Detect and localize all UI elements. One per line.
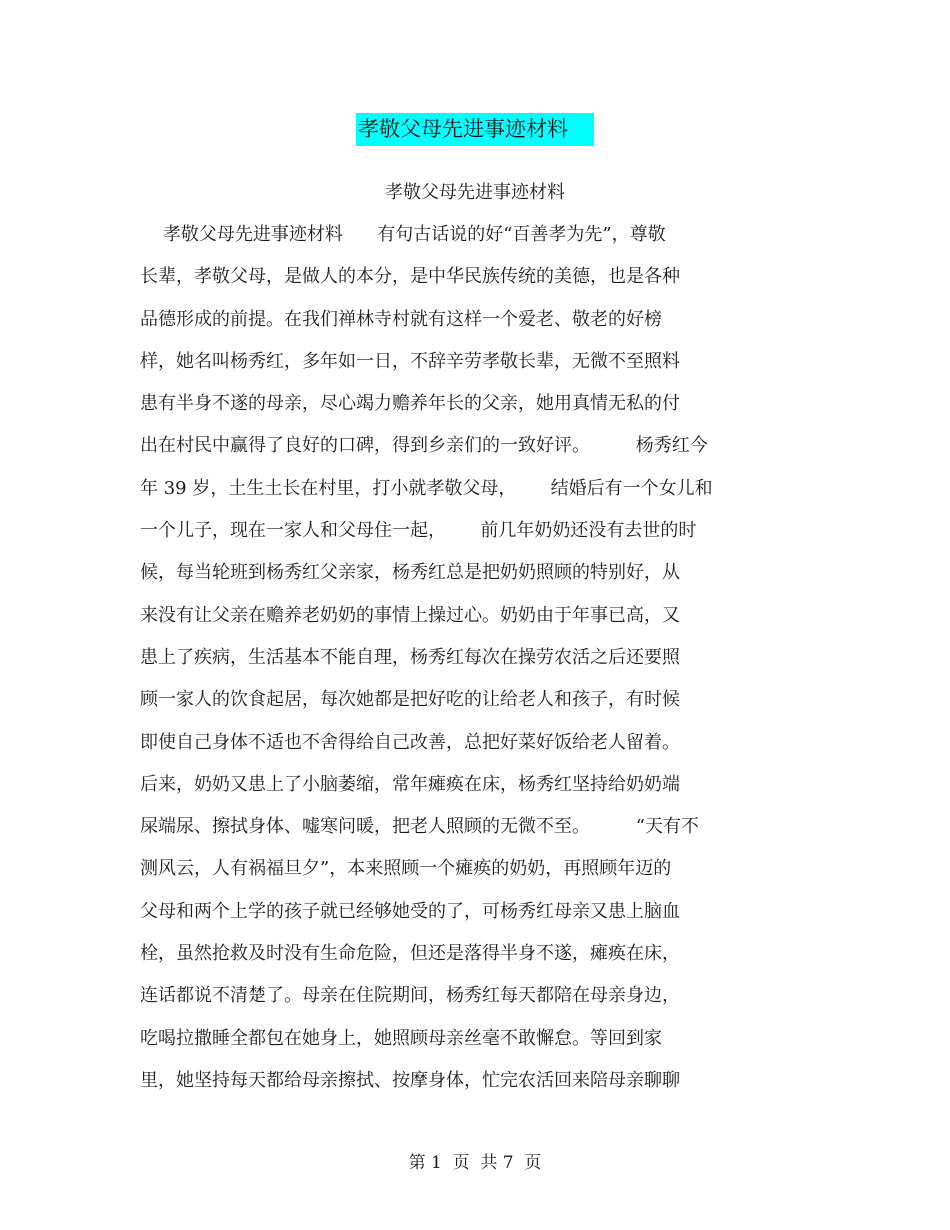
body-line: 品德形成的前提。在我们禅林寺村就有这样一个爱老、敬老的好榜 bbox=[140, 308, 662, 330]
title-row bbox=[0, 113, 950, 146]
body-line: 连话都说不清楚了。母亲在住院期间，杨秀红每天都陪在母亲身边， bbox=[140, 985, 680, 1007]
page-number-footer: 第 1 页 共 7 页 bbox=[408, 1153, 542, 1173]
body-line: 即使自己身体不适也不舍得给自己改善，总把好菜好饭给老人留着。 bbox=[140, 731, 680, 753]
body-line: 里，她坚持每天都给母亲擦拭、按摩身体，忙完农活回来陪母亲聊聊 bbox=[140, 1069, 680, 1091]
body-line: 父母和两个上学的孩子就已经够她受的了，可杨秀红母亲又患上脑血 bbox=[140, 900, 680, 922]
body-line: 患有半身不遂的母亲，尽心竭力赡养年长的父亲，她用真情无私的付 bbox=[140, 393, 680, 415]
body-line: 长辈，孝敬父母，是做人的本分，是中华民族传统的美德，也是各种 bbox=[140, 266, 680, 288]
body-line: 出在村民中赢得了良好的口碑，得到乡亲们的一致好评。 杨秀红今 bbox=[140, 435, 708, 457]
body-line: 吃喝拉撒睡全都包在她身上，她照顾母亲丝毫不敢懈怠。等回到家 bbox=[140, 1027, 662, 1049]
body-line: 来没有让父亲在赡养老奶奶的事情上操过心。奶奶由于年事已高，又 bbox=[140, 604, 680, 626]
body-line: 患上了疾病，生活基本不能自理，杨秀红每次在操劳农活之后还要照 bbox=[140, 646, 680, 668]
body-text bbox=[140, 218, 800, 1106]
body-line: 栓，虽然抢救及时没有生命危险，但还是落得半身不遂，瘫痪在床， bbox=[140, 943, 680, 965]
document-subtitle: 孝敬父母先进事迹材料 bbox=[385, 182, 565, 203]
document-title: 孝敬父母先进事迹材料 bbox=[356, 113, 594, 146]
body-line: 样，她名叫杨秀红，多年如一日，不辞辛劳孝敬长辈，无微不至照料 bbox=[140, 350, 680, 372]
body-line: 测风云，人有祸福旦夕”，本来照顾一个瘫痪的奶奶，再照顾年迈的 bbox=[140, 858, 672, 880]
body-line: 屎端尿、擦拭身体、嘘寒问暖，把老人照顾的无微不至。 “天有不 bbox=[140, 816, 699, 838]
body-line: 孝敬父母先进事迹材料 有句古话说的好“百善孝为先”，尊敬 bbox=[140, 224, 666, 245]
body-line: 一个儿子，现在一家人和父母住一起， 前几年奶奶还没有去世的时 bbox=[140, 520, 697, 542]
body-line: 候，每当轮班到杨秀红父亲家，杨秀红总是把奶奶照顾的特别好，从 bbox=[140, 562, 680, 584]
body-line: 年 39 岁，土生土长在村里，打小就孝敬父母， 结婚后有一个女儿和 bbox=[140, 477, 713, 499]
body-line: 后来，奶奶又患上了小脑萎缩，常年瘫痪在床，杨秀红坚持给奶奶端 bbox=[140, 773, 680, 795]
body-line: 顾一家人的饮食起居，每次她都是把好吃的让给老人和孩子，有时候 bbox=[140, 689, 680, 711]
